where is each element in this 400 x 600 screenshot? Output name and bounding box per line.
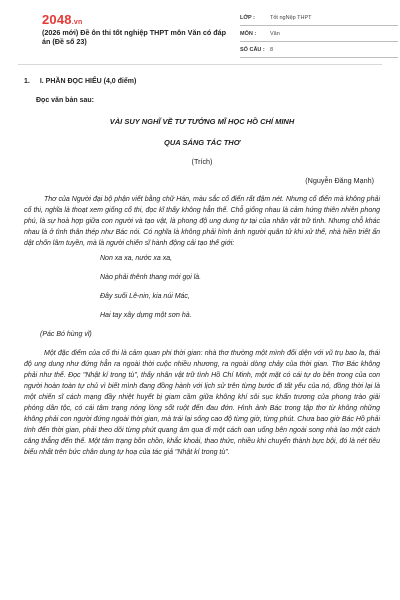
paragraph-1: Thơ của Người đại bộ phận viết bằng chữ Hán, màu sắc cổ điển rất đậm nét. Nhưng cổ điển mà không phải cổ thi, nghĩa là thoạt xem giống cổ thi, đọc kĩ thấy không hẳn thế. Chỗ giống nhau là cảm hứng thiên nhiên phong phú, là sự hoà hợp giữa con người và tạo vật, là phong độ ung dung tự tại của nhân vật trữ tình. Nhưng chỗ khác nhau là ở tình thân thép như Bác nói. Có nghĩa là không phải hình ảnh người quân tử khi xử thế, nhà hiền triết ẩn dật chốn lâm tuyền, mà là người chiến sĩ hành động cải tạo thế giới: <box>24 196 380 247</box>
meta-grade-label: LỚP : <box>240 14 255 21</box>
meta-grade-value: Tốt ngNệp THPT <box>270 14 312 21</box>
logo-main-text: 2048 <box>42 12 72 27</box>
text-heading-line2: QUA SÁNG TÁC THƠ <box>164 138 240 147</box>
meta-count-label: SỐ CÂU : <box>240 46 265 53</box>
page-header <box>18 0 382 60</box>
meta-table <box>240 10 398 58</box>
meta-row-grade <box>240 10 398 26</box>
meta-row-subject <box>240 26 398 42</box>
site-logo[interactable] <box>42 12 82 27</box>
header-divider <box>18 64 382 65</box>
verse-source: (Pác Bó hùng vĩ) <box>40 331 92 338</box>
meta-row-count <box>240 42 398 58</box>
verse-line: Nào phải thênh thang mới gọi là. <box>100 274 202 281</box>
meta-subject-value: Văn <box>270 30 280 37</box>
section-heading <box>24 76 380 87</box>
verse-line: Hai tay xây dựng một sơn hà. <box>100 312 192 319</box>
text-heading-line1: VÀI SUY NGHĨ VỀ TƯ TƯỞNG MĨ HỌC HỒ CHÍ MINH <box>109 117 295 126</box>
meta-count-value: 8 <box>270 46 274 53</box>
section-title: I. PHẦN ĐỌC HIỂU (4,0 điểm) <box>39 78 137 85</box>
verse-line: Non xa xa, nước xa xa, <box>100 255 173 262</box>
logo-suffix-text: .vn <box>71 19 83 26</box>
meta-subject-label: MÔN : <box>240 30 257 37</box>
document-content <box>24 76 380 458</box>
reading-intro: Đọc văn bản sau: <box>36 97 94 104</box>
author-name: (Nguyễn Đăng Mạnh) <box>305 176 374 185</box>
excerpt-label: (Trích) <box>191 157 213 166</box>
paragraph-2: Một đặc điểm của cổ thi là cảm quan phi thời gian: nhà thơ thường một mình đối diện với vũ trụ bao la, thái độ ung dung như đứng hẳn ra ngoài thời cuộc nhiều nhương, ra ngoài dòng chảy của thời gian. Thơ Bác không phải như thế. Đọc "Nhật kí trong tù", thấy nhân vật trữ tình Hồ Chí Minh, một mặt có cái tự do bên trong của con người hoàn toàn tự chủ vì biết mình đang đồng hành với lịch sử trên từng bước đi tất yếu của nó, đồng thời lại là một chiến sĩ cách mạng đầy nhiệt huyết bị giam cầm giữa không khí sôi sục khẩn trương của phong trào giải phóng dân tộc, có cái tâm trạng nóng lòng sốt ruột đến đau đớn. Hình ảnh Bác trong tập thơ từ không những không phải con người đứng ngoài thời gian, mà trái lại sống cao độ từng giờ, từng phút. Chưa bao giờ Bác Hồ phải tính đến thời gian, phải theo dõi từng phút quang âm qua đi một cách oan uổng bên ngoài song nhà lao một cách căng thẳng đến thế. Một tâm trạng bồn chồn, khắc khoải, thao thức, nhiều khi chuyển thành bực bội, đó là nét tiêu biểu nhất trên bức chân dung tự hoạ của tác giả "Nhật kí trong tù". <box>24 350 380 456</box>
section-number: 1. <box>24 78 30 85</box>
verse-line: Đây suối Lê-nin, kia núi Mác, <box>100 293 190 300</box>
verse-block <box>24 253 380 329</box>
document-title: (2026 mới) Đề ôn thi tốt nghiệp THPT môn Văn có đáp án (Đề số 23) <box>42 28 227 46</box>
